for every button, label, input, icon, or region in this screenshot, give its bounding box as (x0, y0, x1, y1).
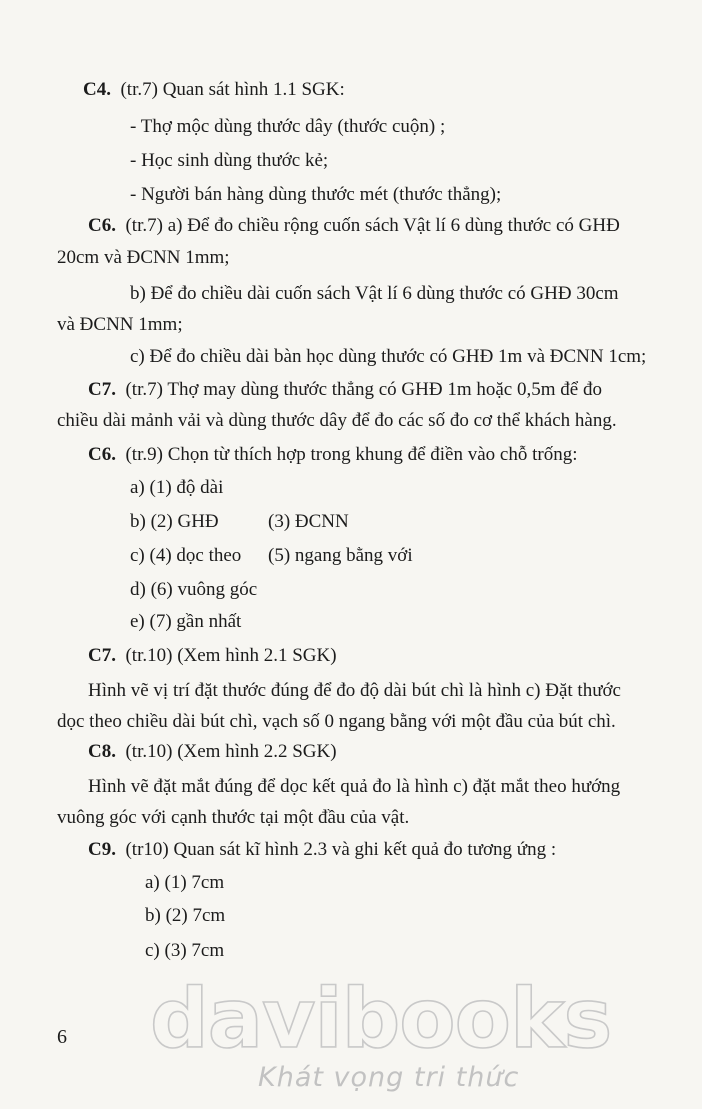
watermark-tagline: Khát vọng tri thức (258, 1062, 520, 1093)
c7-answer-2: dọc theo chiều dài bút chì, vạch số 0 ngang bằng với một đầu của bút chì. (57, 711, 616, 732)
c7-first-line: C7. (tr.7) Thợ may dùng thước thẳng có GHĐ 1m hoặc 0,5m để đo (88, 379, 602, 400)
c8-answer-2: vuông góc với cạnh thước tại một đầu của vật. (57, 807, 410, 828)
fill-d: d) (6) vuông góc (130, 579, 258, 600)
c9-a: a) (1) 7cm (145, 872, 225, 893)
fill-b-2: (3) ĐCNN (268, 511, 349, 532)
c7-answer-1: Hình vẽ vị trí đặt thước đúng để đo độ dài bút chì là hình c) Đặt thước (88, 680, 621, 701)
c4-item-2: - Học sinh dùng thước kẻ; (130, 150, 329, 171)
c6-b-line-cont: và ĐCNN 1mm; (57, 314, 183, 335)
c8-line: C8. (tr.10) (Xem hình 2.2 SGK) (88, 741, 337, 762)
c6-second-line: C6. (tr.9) Chọn từ thích hợp trong khung để điền vào chỗ trống: (88, 444, 578, 465)
watermark-logo: davibooks (150, 972, 612, 1067)
c7-second-line: C7. (tr.10) (Xem hình 2.1 SGK) (88, 645, 337, 666)
fill-e: e) (7) gần nhất (130, 611, 242, 632)
c6-first-line: C6. (tr.7) a) Để đo chiều rộng cuốn sách Vật lí 6 dùng thước có GHĐ (88, 215, 620, 236)
c6-c-line: c) Để đo chiều dài bàn học dùng thước có GHĐ 1m và ĐCNN 1cm; (130, 346, 647, 367)
fill-c-1: c) (4) dọc theo (130, 545, 242, 566)
c4-item-3: - Người bán hàng dùng thước mét (thước thẳng); (130, 184, 502, 205)
c9-c: c) (3) 7cm (145, 940, 225, 961)
c4-line: C4. (tr.7) Quan sát hình 1.1 SGK: (83, 79, 345, 100)
fill-c-2: (5) ngang bằng với (268, 545, 413, 566)
c6-first-line-cont: 20cm và ĐCNN 1mm; (57, 247, 230, 268)
fill-a: a) (1) độ dài (130, 477, 224, 498)
c9-b: b) (2) 7cm (145, 905, 226, 926)
c4-item-1: - Thợ mộc dùng thước dây (thước cuộn) ; (130, 116, 446, 137)
c9-line: C9. (tr10) Quan sát kĩ hình 2.3 và ghi kết quả đo tương ứng : (88, 839, 557, 860)
page-number: 6 (57, 1026, 67, 1048)
c8-answer-1: Hình vẽ đặt mắt đúng để dọc kết quả đo là hình c) đặt mắt theo hướng (88, 776, 621, 797)
fill-b-1: b) (2) GHĐ (130, 511, 219, 532)
c7-first-line-cont: chiều dài mảnh vải và dùng thước dây để đo các số đo cơ thể khách hàng. (57, 410, 617, 431)
c6-b-line: b) Để đo chiều dài cuốn sách Vật lí 6 dùng thước có GHĐ 30cm (130, 283, 619, 304)
